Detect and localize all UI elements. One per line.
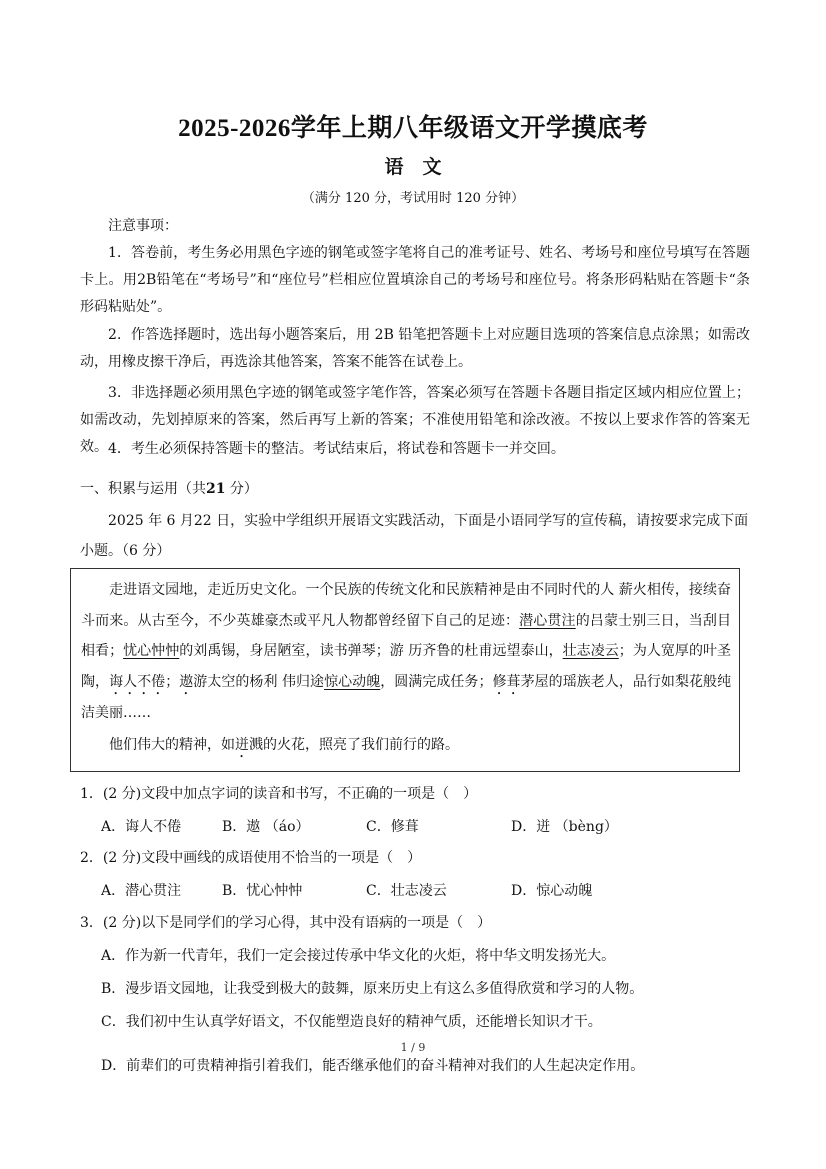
- option-a: A．潜心贯注: [101, 883, 182, 899]
- option-b: B．忧心忡忡: [222, 883, 303, 899]
- notice-item: 1．答卷前，考生务必用黑色字迹的钢笔或签字笔将自己的准考证号、姓名、考场号和座位号填写在答题卡上。用2B铅笔在“考场号”和“座位号”栏相应位置填涂自己的考场号和座位号。将条形码粘贴在答题卡“条形码粘贴处”。: [80, 245, 750, 315]
- option-a: A．诲人不倦: [101, 819, 182, 835]
- section-intro: 2025 年 6 月22 日，实验中学组织开展语文实践活动，下面是小语同学写的宣传稿，请按要求完成下面小题。（6 分）: [80, 513, 749, 559]
- option-a: A．作为新一代青年，我们一定会接过传承中华文化的火炬，将中华文明发扬光大。: [101, 948, 616, 964]
- underlined-idiom: 潜心贯注: [519, 612, 576, 629]
- dotted-word: 诲人不倦: [109, 673, 166, 690]
- question-stem: 2．(2 分)文段中画线的成语使用不恰当的一项是（ ）: [80, 850, 422, 866]
- option-b: B．漫步语文园地，让我受到极大的鼓舞，原来历史上有这么多值得欣赏和学习的人物。: [101, 981, 644, 997]
- section-score: 21: [206, 481, 226, 497]
- option-d: D．迸 （bèng）: [511, 819, 618, 835]
- page-number: 1 / 9: [400, 1041, 426, 1054]
- option-d: D．惊心动魄: [511, 883, 593, 899]
- option-c: C．壮志凌云: [366, 883, 447, 899]
- question-stem: 1．(2 分)文段中加点字词的读音和书写，不正确的一项是（ ）: [80, 786, 478, 802]
- dotted-word: 修葺: [492, 673, 521, 690]
- exam-meta: （满分 120 分，考试用时 120 分钟）: [301, 191, 525, 206]
- notice-heading: 注意事项：: [108, 218, 178, 234]
- passage-paragraph: 走进语文园地，走近历史文化。一个民族的传统文化和民族精神是由不同时代的人 薪火相传，接续奋斗而来。从古至今，不少英雄豪杰或平凡人物都曾经留下自己的足迹：潜心贯注的吕蒙士别三日，当刮目相看；忧心忡忡的刘禹锡，身居陋室，读书弹琴；游 历齐鲁的杜甫远望泰山，壮志凌云；为人宽厚的叶圣陶，诲人不倦；遨游太空的杨利 伟归途惊心动魄，圆满完成任务；修葺茅屋的瑶族老人，品行如梨花般纯洁美丽……: [81, 582, 732, 721]
- notice-item: 4．考生必须保持答题卡的整洁。考试结束后，将试卷和答题卡一并交回。: [108, 441, 565, 457]
- notice-item: 2．作答选择题时，选出每小题答案后，用 2B 铅笔把答题卡上对应题目选项的答案信息点涂黑；如需改动，用橡皮擦干净后，再选涂其他答案，答案不能答在试卷上。: [80, 327, 750, 370]
- exam-title: 2025-2026学年上期八年级语文开学摸底考: [178, 115, 648, 142]
- section-heading: 一、积累与运用（共21 分）: [80, 481, 258, 497]
- notice-item: 3．非选择题必须用黑色字迹的钢笔或签字笔作答，答案必须写在答题卡各题目指定区域内相应位置上；如需改动，先划掉原来的答案，然后再写上新的答案；不准使用铅笔和涂改液。不按以上要求作答的答案无效。: [80, 385, 750, 455]
- passage-closing: 他们伟大的精神，如迸溅的火花，照亮了我们前行的路。: [109, 737, 459, 753]
- option-d: D．前辈们的可贵精神指引着我们，能否继承他们的奋斗精神对我们的人生起决定作用。: [101, 1058, 645, 1074]
- underlined-idiom: 惊心动魄: [324, 673, 381, 690]
- subject-title: 语 文: [384, 156, 442, 178]
- question-stem: 3．(2 分)以下是同学们的学习心得，其中没有语病的一项是（ ）: [80, 915, 492, 931]
- option-c: C．我们初中生认真学好语文，不仅能塑造良好的精神气质，还能增长知识才干。: [101, 1014, 602, 1030]
- option-b: B．遨 （áo）: [222, 819, 310, 835]
- dotted-word: 迸: [235, 737, 249, 753]
- option-c: C．修葺: [366, 819, 419, 835]
- passage-box: [70, 568, 740, 772]
- dotted-word: 遨: [179, 673, 194, 690]
- underlined-idiom: 忧心忡忡: [123, 643, 180, 659]
- underlined-idiom: 壮志凌云: [562, 643, 619, 659]
